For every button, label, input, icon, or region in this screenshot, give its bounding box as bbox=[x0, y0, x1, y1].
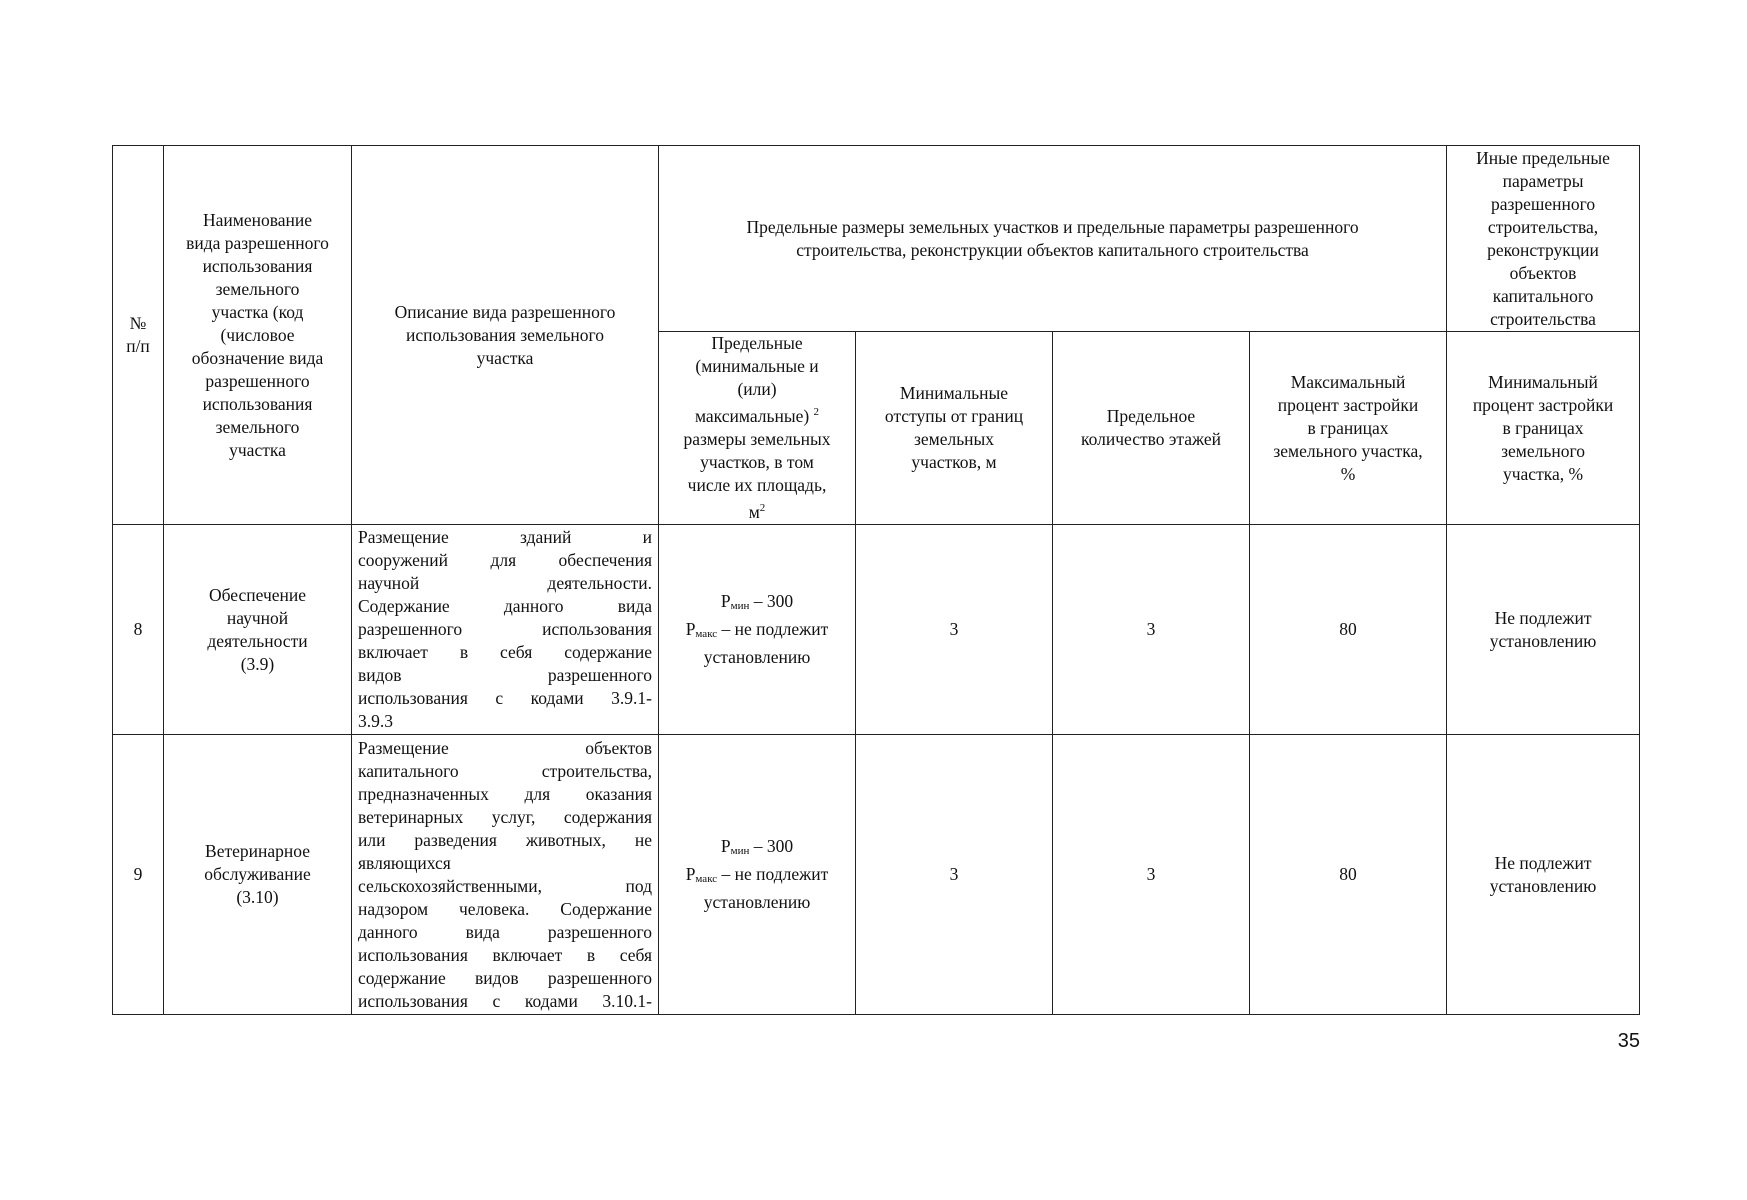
size-max-symbol: Р bbox=[685, 864, 696, 884]
size-min-symbol: Р bbox=[720, 591, 731, 611]
min-setbacks-value: 3 bbox=[856, 525, 1053, 735]
min-setbacks-value: 3 bbox=[856, 735, 1053, 1015]
min-coverage-value: Не подлежит установлению bbox=[1447, 735, 1640, 1015]
permitted-use-description bbox=[352, 525, 659, 735]
table-header-row bbox=[113, 146, 1640, 332]
plot-size-limits bbox=[659, 525, 856, 735]
header-limit-parameters-group: Предельные размеры земельных участков и предельные параметры разрешенного строительства, реконструкции объектов капитального строительства bbox=[659, 146, 1447, 332]
square-unit-superscript: 2 bbox=[759, 502, 766, 514]
size-max-value: – не подлежит установлению bbox=[703, 864, 829, 912]
header-row-number: № п/п bbox=[113, 146, 164, 525]
row-number: 9 bbox=[113, 735, 164, 1015]
header-max-coverage: Максимальный процент застройки в границах земельного участка, % bbox=[1250, 332, 1447, 525]
description-line: использования включает в себя bbox=[358, 944, 652, 965]
permitted-use-name: Ветеринарное обслуживание (3.10) bbox=[164, 735, 352, 1015]
page-number: 35 bbox=[1617, 1030, 1640, 1052]
size-max-value: – не подлежит установлению bbox=[703, 619, 829, 667]
description-line: или разведения животных, не bbox=[358, 829, 652, 850]
description-line: разрешенного использования bbox=[358, 619, 652, 639]
plot-size-limits bbox=[659, 735, 856, 1015]
description-line: сооружений для обеспечения bbox=[358, 550, 652, 570]
max-coverage-value: 80 bbox=[1250, 735, 1447, 1015]
footnote-marker: 2 bbox=[813, 406, 820, 418]
permitted-use-name: Обеспечение научной деятельности (3.9) bbox=[164, 525, 352, 735]
size-max-symbol: Р bbox=[685, 619, 696, 639]
max-floors-value: 3 bbox=[1053, 525, 1250, 735]
description-line: видов разрешенного bbox=[358, 665, 652, 685]
description-line: содержание видов разрешенного bbox=[358, 967, 652, 988]
size-min-value: – 300 bbox=[749, 836, 794, 856]
min-coverage-value: Не подлежит установлению bbox=[1447, 525, 1640, 735]
header-permitted-use-name: Наименование вида разрешенного использования земельного участка (код (числовое обозначение вида разрешенного использования земельного участка bbox=[164, 146, 352, 525]
row-number: 8 bbox=[113, 525, 164, 735]
header-max-floors: Предельное количество этажей bbox=[1053, 332, 1250, 525]
description-line: ветеринарных услуг, содержания bbox=[358, 806, 652, 827]
description-line: надзором человека. Содержание bbox=[358, 898, 652, 919]
description-line: данного вида разрешенного bbox=[358, 921, 652, 942]
size-max-subscript: макс bbox=[695, 873, 718, 885]
table-row bbox=[113, 525, 1640, 735]
header-plot-sizes-text: Предельные (минимальные и (или) максимальные) bbox=[694, 333, 819, 426]
description-line: Размещение объектов bbox=[358, 737, 652, 758]
description-line: являющихся bbox=[358, 852, 451, 873]
description-line: использования с кодами 3.9.1- bbox=[358, 688, 652, 708]
description-line: 3.9.3 bbox=[358, 711, 393, 731]
description-line: научной деятельности. bbox=[358, 573, 652, 593]
size-min-subscript: мин bbox=[730, 845, 750, 857]
description-line: сельскохозяйственными, под bbox=[358, 875, 652, 896]
description-line: предназначенных для оказания bbox=[358, 783, 652, 804]
description-line: Содержание данного вида bbox=[358, 596, 652, 616]
max-floors-value: 3 bbox=[1053, 735, 1250, 1015]
header-min-coverage: Минимальный процент застройки в границах земельного участка, % bbox=[1447, 332, 1640, 525]
permitted-use-description bbox=[352, 735, 659, 1015]
max-coverage-value: 80 bbox=[1250, 525, 1447, 735]
table-row bbox=[113, 735, 1640, 1015]
size-max-subscript: макс bbox=[695, 628, 718, 640]
size-min-subscript: мин bbox=[730, 600, 750, 612]
header-plot-sizes-text-2: размеры земельных участков, в том числе их площадь, м bbox=[683, 429, 831, 522]
description-line: включает в себя содержание bbox=[358, 642, 652, 662]
header-min-setbacks: Минимальные отступы от границ земельных участков, м bbox=[856, 332, 1053, 525]
header-other-parameters: Иные предельные параметры разрешенного строительства, реконструкции объектов капитального строительства bbox=[1447, 146, 1640, 332]
size-min-symbol: Р bbox=[720, 836, 731, 856]
land-use-regulations-table bbox=[112, 145, 1640, 1015]
header-plot-sizes bbox=[659, 332, 856, 525]
description-line: Размещение зданий и bbox=[358, 527, 652, 547]
header-permitted-use-description: Описание вида разрешенного использования земельного участка bbox=[352, 146, 659, 525]
size-min-value: – 300 bbox=[749, 591, 794, 611]
description-line: капитального строительства, bbox=[358, 760, 652, 781]
description-line: использования с кодами 3.10.1- bbox=[358, 990, 652, 1011]
